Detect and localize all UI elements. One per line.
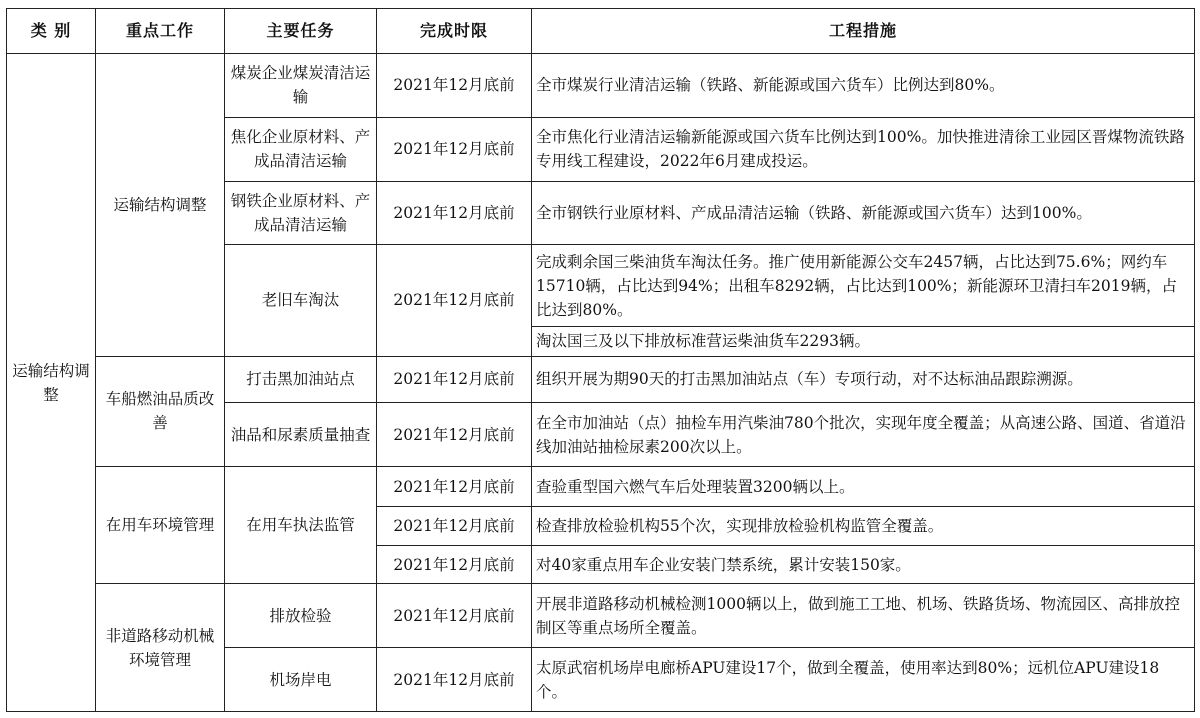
deadline-cell: 2021年12月底前 xyxy=(377,356,532,403)
deadline-cell: 2021年12月底前 xyxy=(377,545,532,583)
task-cell: 排放检验 xyxy=(225,584,377,648)
header-key-work: 重点工作 xyxy=(96,9,225,54)
header-main-task: 主要任务 xyxy=(225,9,377,54)
emission-plan-table xyxy=(6,8,1195,712)
measures-cell: 组织开展为期90天的打击黑加油站点（车）专项行动，对不达标油品跟踪溯源。 xyxy=(532,356,1195,403)
table-row xyxy=(7,466,1195,506)
deadline-cell: 2021年12月底前 xyxy=(377,507,532,545)
header-deadline: 完成时限 xyxy=(377,9,532,54)
table-row xyxy=(7,584,1195,648)
category-cell: 运输结构调整 xyxy=(7,54,96,712)
measures-cell: 完成剩余国三柴油货车淘汰任务。推广使用新能源公交车2457辆，占比达到75.6%；网约车15710辆，占比达到94%；出租车8292辆，占比达到100%；新能源环卫清扫车2019辆，占比达到80%。 xyxy=(532,245,1195,327)
measures-cell: 查验重型国六燃气车后处理装置3200辆以上。 xyxy=(532,466,1195,506)
task-cell: 机场岸电 xyxy=(225,648,377,712)
key-work-cell: 运输结构调整 xyxy=(96,54,225,357)
task-cell: 老旧车淘汰 xyxy=(225,245,377,356)
header-row xyxy=(7,9,1195,54)
task-cell: 打击黑加油站点 xyxy=(225,356,377,403)
deadline-cell: 2021年12月底前 xyxy=(377,54,532,118)
deadline-cell: 2021年12月底前 xyxy=(377,403,532,467)
measures-cell: 检查排放检验机构55个次，实现排放检验机构监管全覆盖。 xyxy=(532,507,1195,545)
deadline-cell: 2021年12月底前 xyxy=(377,245,532,356)
header-category: 类 别 xyxy=(7,9,96,54)
key-work-cell: 非道路移动机械环境管理 xyxy=(96,584,225,712)
deadline-cell: 2021年12月底前 xyxy=(377,181,532,245)
task-cell: 在用车执法监管 xyxy=(225,466,377,583)
task-cell: 油品和尿素质量抽查 xyxy=(225,403,377,467)
measures-cell: 太原武宿机场岸电廊桥APU建设17个，做到全覆盖，使用率达到80%；远机位APU建设18个。 xyxy=(532,648,1195,712)
measures-cell: 对40家重点用车企业安装门禁系统，累计安装150家。 xyxy=(532,545,1195,583)
header-measures: 工程措施 xyxy=(532,9,1195,54)
task-cell: 焦化企业原材料、产成品清洁运输 xyxy=(225,117,377,181)
measures-cell: 全市煤炭行业清洁运输（铁路、新能源或国六货车）比例达到80%。 xyxy=(532,54,1195,118)
task-cell: 煤炭企业煤炭清洁运输 xyxy=(225,54,377,118)
measures-cell: 全市钢铁行业原材料、产成品清洁运输（铁路、新能源或国六货车）达到100%。 xyxy=(532,181,1195,245)
deadline-cell: 2021年12月底前 xyxy=(377,584,532,648)
measures-cell: 在全市加油站（点）抽检车用汽柴油780个批次，实现年度全覆盖；从高速公路、国道、省道沿线加油站抽检尿素200次以上。 xyxy=(532,403,1195,467)
deadline-cell: 2021年12月底前 xyxy=(377,648,532,712)
deadline-cell: 2021年12月底前 xyxy=(377,117,532,181)
task-cell: 钢铁企业原材料、产成品清洁运输 xyxy=(225,181,377,245)
measures-cell: 淘汰国三及以下排放标准营运柴油货车2293辆。 xyxy=(532,327,1195,356)
table-row xyxy=(7,356,1195,403)
key-work-cell: 车船燃油品质改善 xyxy=(96,356,225,466)
table-row xyxy=(7,54,1195,118)
measures-cell: 全市焦化行业清洁运输新能源或国六货车比例达到100%。加快推进清徐工业园区晋煤物流铁路专用线工程建设，2022年6月建成投运。 xyxy=(532,117,1195,181)
measures-cell: 开展非道路移动机械检测1000辆以上，做到施工工地、机场、铁路货场、物流园区、高排放控制区等重点场所全覆盖。 xyxy=(532,584,1195,648)
deadline-cell: 2021年12月底前 xyxy=(377,466,532,506)
key-work-cell: 在用车环境管理 xyxy=(96,466,225,583)
